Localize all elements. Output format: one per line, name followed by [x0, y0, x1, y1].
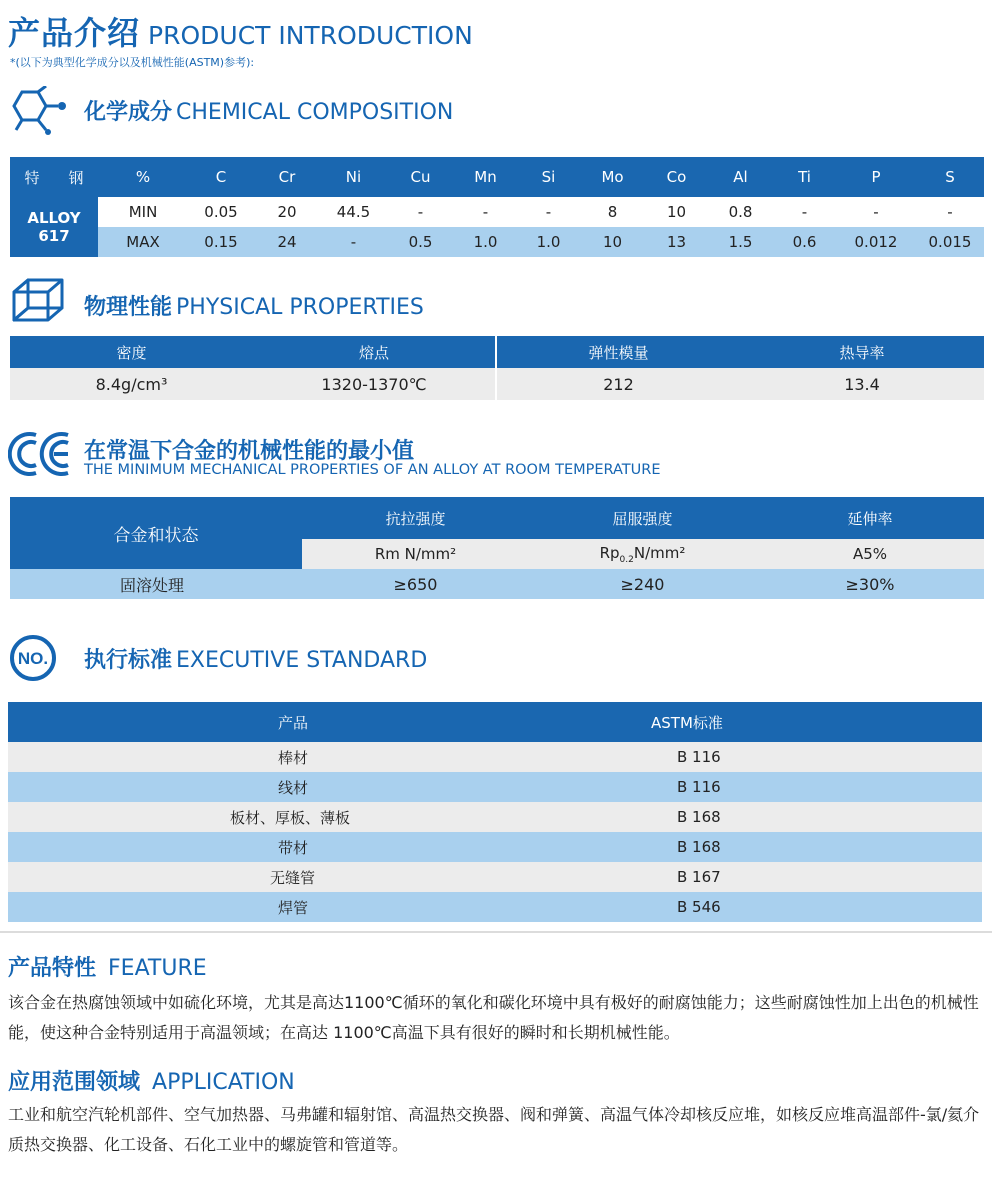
- table-cell: 44.5: [336, 203, 371, 221]
- std-cell: B 167: [677, 868, 721, 886]
- header-cell: 延伸率: [847, 509, 893, 528]
- header-cell: 钢: [68, 168, 84, 187]
- table-cell: ≥240: [620, 574, 665, 594]
- table-cell: -: [873, 203, 879, 221]
- table-cell: 0.012: [854, 233, 898, 251]
- header-cell: Ni: [345, 168, 362, 186]
- header-cell: ASTM标准: [651, 713, 723, 732]
- condition-header: 合金和状态: [10, 497, 302, 569]
- table-cell: 10: [666, 203, 687, 221]
- table-row: [8, 742, 982, 772]
- unit-rp: Rp: [599, 543, 620, 562]
- header-cell: Si: [541, 168, 556, 186]
- header-cell: %: [135, 168, 151, 186]
- row-label: MIN: [128, 203, 158, 221]
- section-title-mechanical: [84, 434, 414, 465]
- application-title-zh: 应用范围领域: [8, 1070, 141, 1095]
- std-cell: B 116: [677, 778, 721, 796]
- standard-title-en: EXECUTIVE STANDARD: [176, 648, 428, 673]
- physical-properties-table: [10, 336, 984, 400]
- header-cell: 特: [24, 168, 40, 187]
- physical-header-row: [10, 336, 984, 368]
- table-cell: 1.0: [473, 233, 498, 251]
- application-title-en: APPLICATION: [152, 1070, 295, 1095]
- table-cell: 24: [277, 233, 297, 251]
- header-cell: C: [215, 168, 227, 186]
- table-cell: 8.4g/cm³: [95, 374, 168, 394]
- table-cell: 0.05: [204, 203, 238, 221]
- header-cell: P: [871, 168, 881, 186]
- chemical-title-en: CHEMICAL COMPOSITION: [176, 100, 454, 125]
- table-cell: -: [801, 203, 808, 221]
- table-cell: 212: [496, 368, 740, 400]
- header-cell: Co: [666, 168, 687, 186]
- table-cell: 0.6: [792, 233, 817, 251]
- table-cell: 0.5: [408, 233, 433, 251]
- mechanical-title-zh: 在常温下合金的机械性能的最小值: [84, 439, 415, 464]
- physical-value-row: [10, 368, 984, 400]
- physical-title-zh: 物理性能: [84, 295, 173, 320]
- header-cell: 屈服强度: [612, 509, 673, 528]
- section-divider: [0, 931, 992, 933]
- table-cell: 0.15: [204, 233, 238, 251]
- table-cell: 0.015: [928, 233, 972, 251]
- mechanical-properties-table: [10, 497, 984, 599]
- ce-mark-icon: [8, 429, 72, 483]
- executive-standard-table: [8, 702, 982, 922]
- product-cell: 带材: [278, 838, 309, 857]
- section-title-standard: [84, 643, 427, 674]
- table-cell: 1.5: [728, 233, 753, 251]
- header-cell: 抗拉强度: [385, 509, 446, 528]
- feature-text: 该合金在热腐蚀领域中如硫化环境，尤其是高达1100℃循环的氧化和碳化环境中具有极好的耐腐蚀能力；这些耐腐蚀性加上出色的机械性能，使这种合金特别适用于高温领域；在高达 1100℃高温下具有很好的瞬时和长期机械性能。: [8, 993, 979, 1042]
- header-cell: Mo: [601, 168, 624, 186]
- header-cell: 产品: [278, 713, 309, 732]
- std-cell: B 116: [677, 748, 721, 766]
- table-row: [8, 892, 982, 922]
- table-row: [8, 832, 982, 862]
- table-cell: 0.8: [728, 203, 753, 221]
- unit-cell: A5%: [852, 545, 888, 563]
- header-cell: 熔点: [358, 343, 389, 362]
- header-cell: S: [945, 168, 955, 186]
- table-cell: ≥30%: [845, 574, 895, 594]
- table-cell: 13.4: [844, 374, 880, 394]
- header-cell: Cr: [278, 168, 296, 186]
- section-title-physical: [84, 290, 424, 321]
- chemical-title-zh: 化学成分: [84, 100, 173, 125]
- std-cell: B 168: [677, 838, 721, 856]
- table-cell: ≥650: [393, 574, 438, 594]
- table-cell: 13: [666, 233, 687, 251]
- mechanical-title-en: THE MINIMUM MECHANICAL PROPERTIES OF AN ALLOY AT ROOM TEMPERATURE: [84, 462, 661, 478]
- table-row: [8, 862, 982, 892]
- table-row: [8, 802, 982, 832]
- page-header: [8, 8, 473, 54]
- section-title-feature: [8, 951, 207, 982]
- feature-title-zh: 产品特性: [8, 956, 97, 981]
- std-cell: B 546: [677, 898, 721, 916]
- page-title-zh: 产品介绍: [8, 14, 141, 52]
- header-cell: 密度: [116, 343, 147, 362]
- table-cell: -: [545, 203, 552, 221]
- table-row: [8, 772, 982, 802]
- table-cell: 1.0: [536, 233, 561, 251]
- header-cell: 热导率: [839, 343, 885, 362]
- alloy-name: ALLOY 617: [10, 197, 98, 257]
- mechanical-value-row: [10, 569, 984, 599]
- table-cell: 1320-1370℃: [321, 374, 427, 394]
- chemical-min-row: [10, 197, 984, 227]
- molecule-icon: [6, 86, 72, 140]
- product-cell: 焊管: [278, 898, 309, 917]
- header-cell: Cu: [410, 168, 431, 186]
- unit-cell: Rm N/mm²: [374, 545, 457, 563]
- unit-cell: [529, 539, 756, 569]
- product-cell: 板材、厚板、薄板: [230, 808, 351, 827]
- table-cell: 10: [602, 233, 623, 251]
- standard-title-zh: 执行标准: [84, 648, 173, 673]
- table-cell: 8: [607, 203, 618, 221]
- product-cell: 线材: [278, 778, 309, 797]
- table-cell: -: [417, 203, 424, 221]
- header-cell: 弹性模量: [496, 336, 740, 368]
- unit-rp-rest: N/mm²: [633, 543, 686, 562]
- page-title-en: PRODUCT INTRODUCTION: [148, 21, 473, 50]
- header-cell: Mn: [474, 168, 497, 186]
- mechanical-header-row: [10, 497, 984, 539]
- product-cell: 无缝管: [270, 868, 316, 887]
- feature-title-en: FEATURE: [108, 956, 207, 981]
- table-cell: -: [482, 203, 489, 221]
- table-cell: -: [947, 203, 953, 221]
- chemical-composition-table: [10, 157, 984, 257]
- header-cell: Al: [733, 168, 748, 186]
- no-badge-text: NO.: [17, 649, 49, 668]
- header-cell: Ti: [798, 168, 811, 186]
- unit-rp-sub: 0.2: [619, 554, 634, 565]
- section-title-chemical: [84, 95, 453, 126]
- section-title-application: [8, 1065, 295, 1096]
- application-text: 工业和航空汽轮机部件、空气加热器、马弗罐和辐射馆、高温热交换器、阀和弹簧、高温气体冷却核反应堆，如核反应堆高温部件-氯/氦介质热交换器、化工设备、石化工业中的螺旋管和管道等。: [8, 1105, 980, 1154]
- standard-header-row: [8, 702, 982, 742]
- reference-note: *(以下为典型化学成分以及机械性能(ASTM)参考):: [10, 56, 255, 69]
- row-label: MAX: [126, 233, 160, 251]
- condition-cell: 固溶处理: [120, 575, 185, 595]
- beam-icon: [10, 272, 66, 328]
- chemical-max-row: [10, 227, 984, 257]
- std-cell: B 168: [677, 808, 721, 826]
- chemical-header-row: [10, 157, 984, 197]
- table-cell: 20: [277, 203, 297, 221]
- table-cell: -: [350, 233, 357, 251]
- physical-title-en: PHYSICAL PROPERTIES: [176, 295, 424, 320]
- no-badge-icon: [8, 633, 58, 687]
- product-cell: 棒材: [278, 748, 309, 767]
